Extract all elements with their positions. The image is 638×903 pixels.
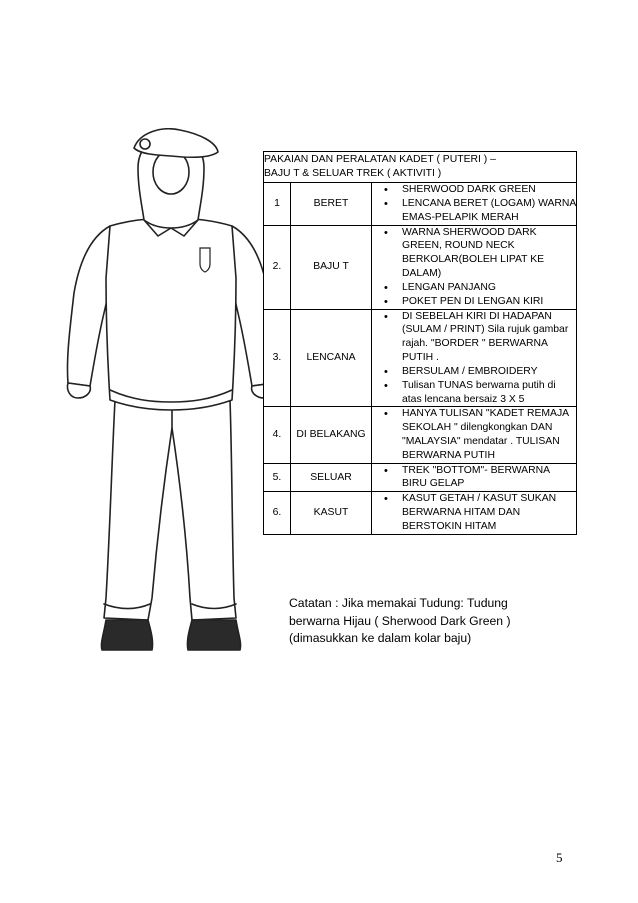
row-item: SELUAR [291,463,372,492]
table-heading-line: PAKAIAN DAN PERALATAN KADET ( PUTERI ) – [264,154,496,165]
bullet-item: • WARNA SHERWOOD DARK GREEN, ROUND NECK BERKOLAR(BOLEH LIPAT KE DALAM) [372,226,576,281]
table-heading [264,152,577,183]
row-item: BAJU T [291,225,372,309]
table-row [264,492,577,534]
bullet-item: • POKET PEN DI LENGAN KIRI [372,295,576,309]
bullet-item: • BERSULAM / EMBROIDERY [372,365,576,379]
row-number: 4. [264,407,291,463]
table-row [264,463,577,492]
bullet-list [372,183,576,224]
table-heading-line: BAJU T & SELUAR TREK ( AKTIVITI ) [264,168,442,180]
bullet-item: • LENGAN PANJANG [372,281,576,295]
bullet-list [372,310,576,407]
row-description [372,463,577,492]
row-number: 6. [264,492,291,534]
bullet-item: • DI SEBELAH KIRI DI HADAPAN (SULAM / PRINT) Sila rujuk gambar rajah. "BORDER " BERWARNA PUTIH . [372,310,576,365]
row-number: 5. [264,463,291,492]
row-item: BERET [291,183,372,225]
bullet-list [372,226,576,309]
bullet-item: • Tulisan TUNAS berwarna putih di atas lencana bersaiz 3 X 5 [372,379,576,407]
bullet-item: • LENCANA BERET (LOGAM) WARNA EMAS-PELAPIK MERAH [372,197,576,225]
bullet-list [372,492,576,533]
uniform-spec-table [263,151,577,535]
row-number: 2. [264,225,291,309]
table-body [264,183,577,535]
bullet-list [372,464,576,492]
table-row [264,225,577,309]
school-badge-icon [200,248,210,272]
row-description [372,309,577,407]
row-item: LENCANA [291,309,372,407]
note-line: Catatan : Jika memakai Tudung: Tudung [289,596,508,610]
bullet-item: • SHERWOOD DARK GREEN [372,183,576,197]
row-number: 3. [264,309,291,407]
note-line: (dimasukkan ke dalam kolar baju) [289,631,472,646]
page-number: 5 [556,850,563,865]
table-row [264,183,577,225]
bullet-item: • HANYA TULISAN "KADET REMAJA SEKOLAH " dilengkongkan DAN "MALAYSIA" mendatar . TULISAN BERWARNA PUTIH [372,407,576,462]
row-item: KASUT [291,492,372,534]
row-number: 1 [264,183,291,225]
note-text [289,595,579,648]
row-item: DI BELAKANG [291,407,372,463]
row-description [372,225,577,309]
bullet-item: • TREK "BOTTOM"- BERWARNA BIRU GELAP [372,464,576,492]
table-row [264,309,577,407]
row-description [372,492,577,534]
bullet-item: • KASUT GETAH / KASUT SUKAN BERWARNA HITAM DAN BERSTOKIN HITAM [372,492,576,533]
row-description [372,183,577,225]
table-heading-row [264,152,577,183]
table-row [264,407,577,463]
note-line: berwarna Hijau ( Sherwood Dark Green ) [289,613,511,628]
row-description [372,407,577,463]
bullet-list [372,407,576,462]
